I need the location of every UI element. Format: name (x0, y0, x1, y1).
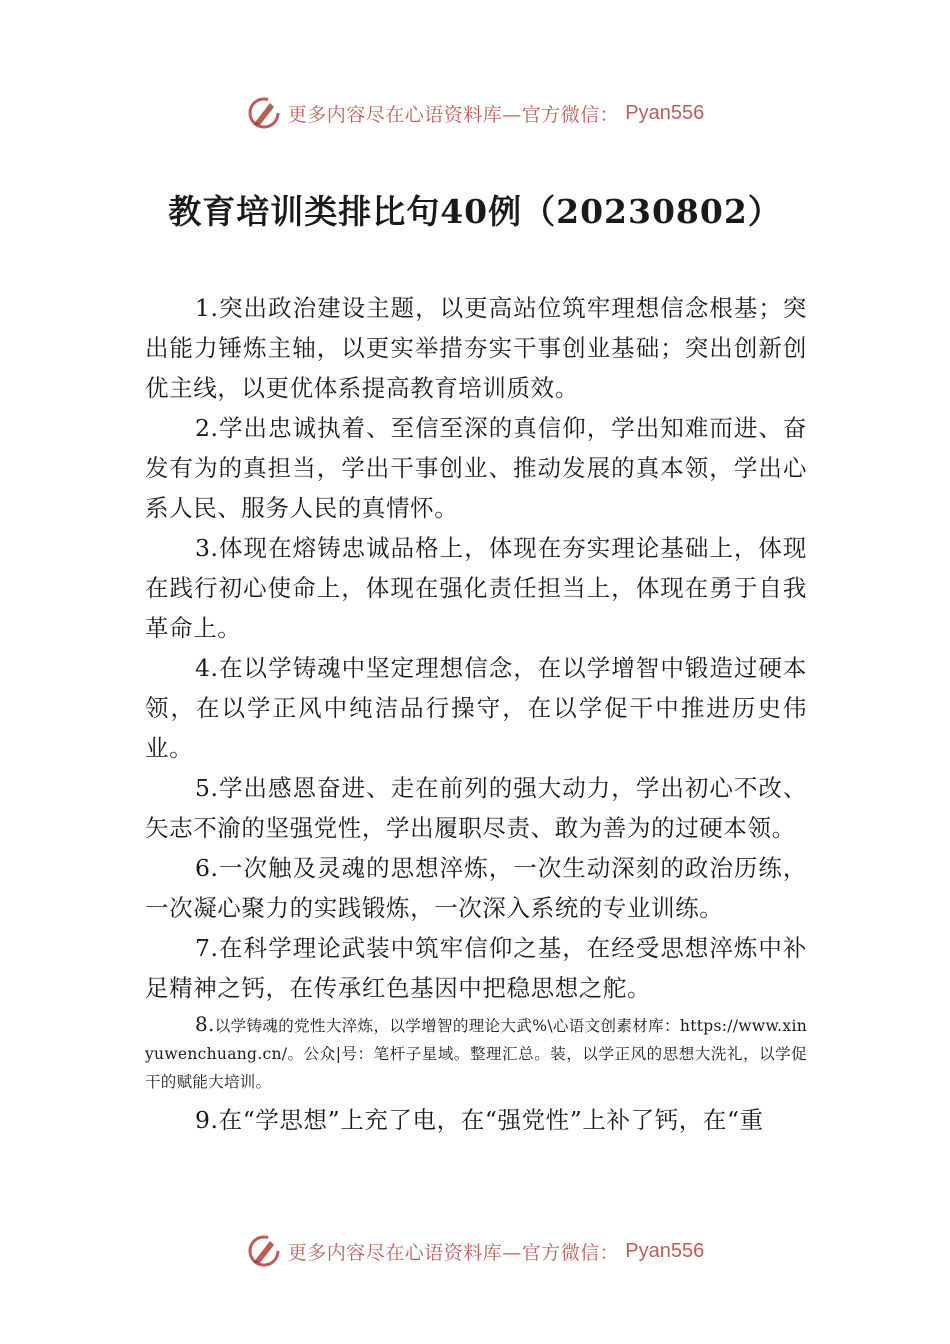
watermark-text: 更多内容尽在心语资料库—官方微信： (287, 103, 620, 126)
paragraph-2: 2.学出忠诚执着、至信至深的真信仰，学出知难而进、奋发有为的真担当，学出干事创业、推动发展的真本领，学出心系人民、服务人民的真情怀。 (145, 414, 807, 522)
paragraph-7: 7.在科学理论武装中筑牢信仰之基，在经受思想淬炼中补足精神之钙，在传承红色基因中把稳思想之舵。 (145, 934, 807, 1002)
paragraph-8 (145, 1010, 807, 1096)
footer-watermark (0, 1233, 950, 1269)
watermark-wechat-id: Pyan556 (625, 101, 705, 124)
watermark-text: 更多内容尽在心语资料库—官方微信： (287, 1241, 620, 1264)
paragraph-6: 6.一次触及灵魂的思想淬炼，一次生动深刻的政治历练，一次凝心聚力的实践锻炼，一次深入系统的专业训练。 (145, 854, 807, 922)
pen-circle-icon (246, 1233, 282, 1269)
watermark-wechat-id: Pyan556 (625, 1239, 705, 1262)
paragraph-8-number: 8. (195, 1012, 215, 1036)
paragraph-1: 1.突出政治建设主题，以更高站位筑牢理想信念根基；突出能力锤炼主轴，以更实举措夯实干事创业基础；突出创新创优主线，以更优体系提高教育培训质效。 (145, 294, 807, 402)
paragraph-4: 4.在以学铸魂中坚定理想信念，在以学增智中锻造过硬本领，在以学正风中纯洁品行操守，在以学促干中推进历史伟业。 (145, 654, 807, 762)
paragraph-3: 3.体现在熔铸忠诚品格上，体现在夯实理论基础上，体现在践行初心使命上，体现在强化责任担当上，体现在勇于自我革命上。 (145, 534, 807, 642)
pen-circle-icon (246, 95, 282, 131)
document-title: 教育培训类排比句40例（20230802） (168, 192, 782, 231)
header-watermark (0, 95, 950, 131)
paragraph-9: 9.在“学思想”上充了电，在“强党性”上补了钙，在“重 (195, 1106, 764, 1134)
paragraph-8-text: 以学铸魂的党性大淬炼，以学增智的理论大武%\心语文创素材库：https://www.xinyuwenchuang.cn/。公众|号：笔杆子星域。整理汇总。装，以学正风的思想大洗礼，以学促干的赋能大培训。 (145, 1017, 807, 1091)
document-body (145, 288, 807, 1140)
paragraph-5: 5.学出感恩奋进、走在前列的强大动力，学出初心不改、矢志不渝的坚强党性，学出履职尽责、敢为善为的过硬本领。 (145, 774, 807, 842)
